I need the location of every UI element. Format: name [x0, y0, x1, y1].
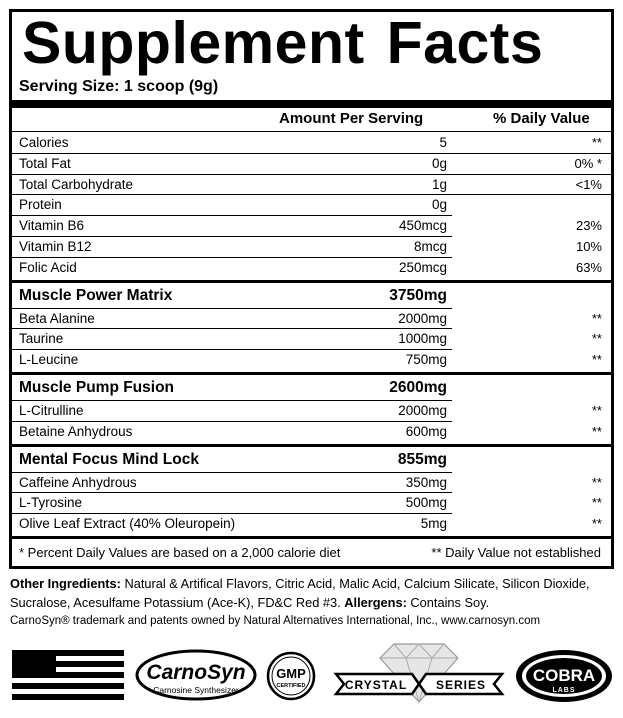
- section-divider-thick: [12, 444, 611, 447]
- ingredient-amount: 5: [439, 135, 447, 150]
- nutrient-row: [12, 349, 611, 370]
- trademark-notice: CarnoSyn® trademark and patents owned by Natural Alternatives International, Inc., www.carnosyn.com: [10, 615, 541, 627]
- ingredient-name: Muscle Power Matrix: [19, 286, 173, 304]
- carnosyn-logo: [134, 647, 258, 703]
- ingredient-name: Beta Alanine: [19, 310, 95, 326]
- panel-title: [22, 8, 543, 79]
- ingredient-amount: 250mcg: [398, 259, 447, 275]
- ingredient-amount: 3750mg: [389, 286, 447, 304]
- ingredient-amount: 855mg: [397, 450, 447, 468]
- amount-per-serving-header: Amount Per Serving: [279, 110, 424, 127]
- allergens-text: Contains Soy.: [406, 595, 490, 610]
- ingredient-name: Total Fat: [19, 155, 71, 171]
- ingredient-name: Calories: [19, 135, 69, 150]
- ingredient-daily-value: **: [591, 403, 602, 418]
- ingredient-name: Mental Focus Mind Lock: [19, 450, 199, 468]
- gmp-certified-badge: [266, 651, 316, 701]
- blend-row: [12, 284, 611, 308]
- thick-divider: [12, 100, 611, 108]
- ingredient-name: Olive Leaf Extract (40% Oleuropein): [19, 516, 236, 532]
- section-divider-thick: [12, 372, 611, 375]
- crystal-series-logo: [330, 640, 508, 706]
- ingredient-daily-value: **: [591, 495, 602, 511]
- flag-icon: [12, 650, 124, 700]
- ingredient-name: Protein: [19, 197, 62, 213]
- title-word-facts: Facts: [386, 10, 544, 76]
- nutrient-row: [12, 236, 611, 257]
- nutrient-row: [12, 215, 611, 236]
- ingredient-amount: 2600mg: [389, 379, 447, 396]
- section-divider-thick: [12, 536, 611, 539]
- nutrient-row: [12, 194, 611, 215]
- ingredient-name: Total Carbohydrate: [19, 176, 134, 192]
- ingredient-daily-value: **: [591, 331, 602, 347]
- nutrient-row: [12, 400, 611, 421]
- other-ingredients-label: Other Ingredients:: [10, 576, 121, 591]
- labs-text: LABS: [552, 687, 576, 694]
- footnote-dv-not-established: ** Daily Value not established: [431, 545, 601, 560]
- ingredient-amount: 2000mg: [398, 403, 447, 418]
- ingredient-daily-value: 0% *: [574, 155, 602, 171]
- carnosyn-name: CarnoSyn: [146, 661, 246, 684]
- gmp-text: GMP: [276, 666, 306, 681]
- footnote-percent-dv: * Percent Daily Values are based on a 2,000 calorie diet: [19, 545, 341, 560]
- ingredient-daily-value: 23%: [575, 218, 602, 234]
- allergens-label: Allergens:: [344, 595, 407, 610]
- daily-value-header: % Daily Value: [493, 110, 590, 127]
- ingredient-amount: 750mg: [405, 352, 447, 368]
- nutrient-row: [12, 328, 611, 349]
- ingredient-daily-value: **: [591, 423, 602, 439]
- ingredient-amount: 1000mg: [398, 331, 447, 347]
- title-word-supplement: Supplement: [22, 10, 365, 76]
- blend-row: [12, 448, 611, 472]
- cobra-text: COBRA: [532, 666, 596, 685]
- nutrient-row: [12, 132, 611, 153]
- ingredient-daily-value: 63%: [575, 259, 602, 275]
- ingredient-name: Caffeine Anhydrous: [19, 474, 137, 490]
- ingredient-daily-value: **: [591, 474, 602, 490]
- ingredient-daily-value: **: [591, 310, 602, 326]
- ingredient-amount: 450mcg: [398, 218, 447, 234]
- nutrient-row: [12, 257, 611, 278]
- ingredient-amount: 1g: [431, 176, 447, 192]
- blend-row: [12, 376, 611, 400]
- ingredient-daily-value: **: [591, 352, 602, 368]
- gmp-certified-text: CERTIFIED: [276, 683, 306, 689]
- crystal-text: CRYSTAL: [344, 678, 408, 692]
- ingredient-name: Taurine: [19, 331, 64, 347]
- section-divider-thick: [12, 280, 611, 283]
- nutrient-row: [12, 308, 611, 329]
- serving-size: Serving Size: 1 scoop (9g): [19, 78, 219, 95]
- ingredient-amount: 8mcg: [413, 239, 447, 254]
- ingredient-name: L-Leucine: [19, 352, 79, 368]
- ingredient-amount: 0g: [431, 197, 447, 213]
- other-ingredients-text: Natural & Artifical Flavors, Citric Acid, Malic Acid, Calcium Silicate, Silicon Dioxide, Sucralose, Acesulfame Potassium (Ace-K), FD&C Red #3.: [10, 576, 590, 610]
- nutrient-row: [12, 153, 611, 174]
- ingredient-name: Muscle Pump Fusion: [19, 379, 175, 396]
- ingredient-amount: 5mg: [420, 516, 447, 532]
- ingredient-name: L-Tyrosine: [19, 495, 83, 511]
- ingredient-amount: 350mg: [405, 474, 447, 490]
- ingredient-name: Vitamin B6: [19, 218, 85, 234]
- ingredient-daily-value: <1%: [575, 176, 602, 192]
- nutrient-row: [12, 492, 611, 513]
- ingredient-name: Betaine Anhydrous: [19, 423, 133, 439]
- ingredient-name: L-Citrulline: [19, 403, 84, 418]
- series-text: SERIES: [435, 678, 487, 692]
- supplement-facts-panel: [9, 9, 614, 569]
- ingredient-amount: 600mg: [405, 423, 447, 439]
- ingredient-name: Vitamin B12: [19, 239, 92, 254]
- ingredient-daily-value: 10%: [575, 239, 602, 254]
- ingredient-daily-value: **: [591, 516, 602, 532]
- nutrient-row: [12, 513, 611, 534]
- nutrient-row: [12, 174, 611, 195]
- ingredient-amount: 2000mg: [398, 310, 447, 326]
- cobra-labs-logo: [514, 648, 614, 704]
- nutrient-row: [12, 472, 611, 493]
- ingredient-daily-value: **: [591, 135, 602, 150]
- carnosyn-subtitle: Carnosine Synthesizer: [153, 685, 239, 695]
- nutrient-row: [12, 421, 611, 442]
- ingredient-amount: 0g: [431, 155, 447, 171]
- other-ingredients: [10, 574, 616, 612]
- ingredient-name: Folic Acid: [19, 259, 77, 275]
- ingredient-amount: 500mg: [405, 495, 447, 511]
